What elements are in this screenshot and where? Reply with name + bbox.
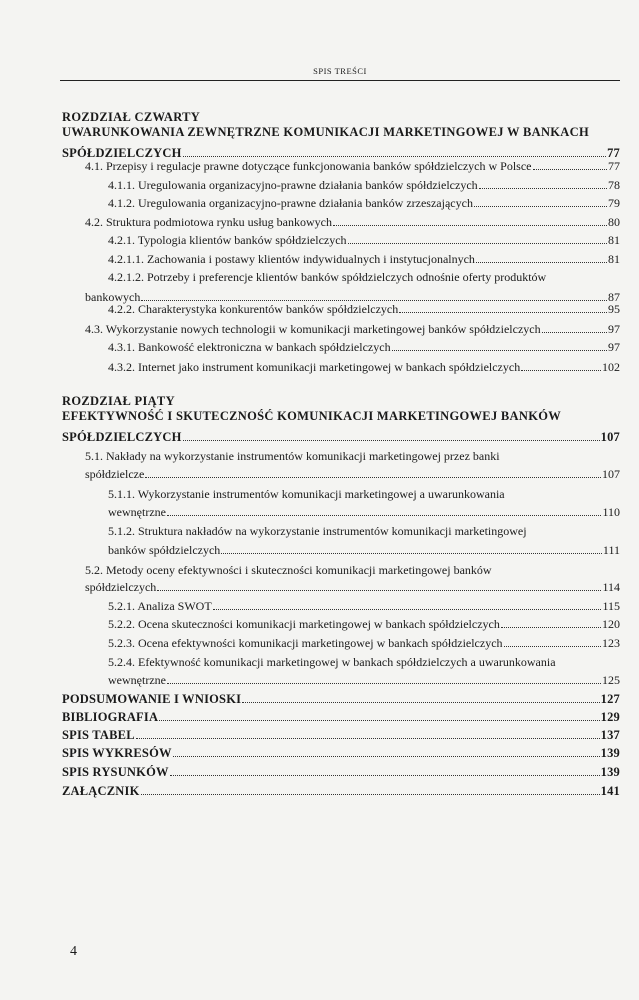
toc-leader-dots: [157, 590, 601, 591]
toc-entry-page: 111: [602, 543, 620, 557]
toc-entry-title: SPIS TABEL: [62, 728, 135, 742]
toc-leader-dots: [399, 312, 607, 313]
toc-entry-page: 125: [602, 673, 620, 687]
toc-leader-dots: [501, 627, 601, 628]
toc-leader-dots: [136, 738, 600, 739]
toc-entry-page: 79: [608, 196, 620, 210]
toc-entry-title: 5.1. Nakłady na wykorzystanie instrumentów komunikacji marketingowej przez banki: [85, 449, 500, 463]
toc-entry: [62, 110, 620, 124]
toc-entry-title: 4.2.1.1. Zachowania i postawy klientów indywidualnych i instytucjonalnych: [108, 252, 475, 266]
toc-entry-page: 141: [600, 784, 620, 798]
toc-entry-title: 4.2.1.2. Potrzeby i preferencje klientów banków spółdzielczych odnośnie oferty produktów: [108, 270, 547, 284]
toc-leader-dots: [141, 300, 607, 301]
toc-entry-page: 81: [608, 252, 620, 266]
toc-leader-dots: [183, 440, 600, 441]
toc-leader-dots: [476, 262, 607, 263]
toc-leader-dots: [392, 350, 607, 351]
toc-entry: [62, 784, 620, 798]
toc-entry-page: 97: [608, 322, 620, 336]
toc-entry-title: 4.3. Wykorzystanie nowych technologii w komunikacji marketingowej banków spółdzielczych: [85, 322, 541, 336]
toc-entry-title: ZAŁĄCZNIK: [62, 784, 140, 798]
toc-entry: [62, 409, 620, 423]
toc-entry: [85, 322, 620, 336]
toc-entry-title: 4.1. Przepisy i regulacje prawne dotyczące funkcjonowania banków spółdzielczych w Polsce: [85, 159, 532, 173]
toc-entry-title: 5.2.4. Efektywność komunikacji marketingowej w bankach spółdzielczych a uwarunkowania: [108, 655, 556, 669]
toc-entry: [108, 599, 620, 613]
toc-entry-title: EFEKTYWNOŚĆ I SKUTECZNOŚĆ KOMUNIKACJI MARKETINGOWEJ BANKÓW: [62, 409, 562, 423]
toc-entry-page: 87: [608, 290, 620, 304]
toc-leader-dots: [542, 332, 607, 333]
toc-entry: [62, 728, 620, 742]
toc-entry-title: spółdzielcze: [85, 467, 145, 481]
toc-entry-title: ROZDZIAŁ CZWARTY: [62, 110, 201, 124]
toc-leader-dots: [213, 609, 602, 610]
toc-entry-title: wewnętrzne: [108, 673, 166, 687]
toc-entry: [62, 430, 620, 444]
toc-entry: [108, 360, 620, 374]
toc-entry: [85, 580, 620, 594]
toc-leader-dots: [145, 477, 601, 478]
toc-entry-title: bankowych: [85, 290, 141, 304]
toc-entry: [108, 252, 620, 266]
toc-entry-page: 107: [602, 467, 620, 481]
toc-entry-title: 4.1.1. Uregulowania organizacyjno-prawne działania banków spółdzielczych: [108, 178, 478, 192]
toc-leader-dots: [159, 720, 599, 721]
toc-entry-page: 81: [608, 233, 620, 247]
toc-leader-dots: [333, 225, 607, 226]
toc-entry: [62, 394, 620, 408]
toc-leader-dots: [221, 553, 602, 554]
toc-entry-title: 5.1.2. Struktura nakładów na wykorzystanie instrumentów komunikacji marketingowej: [108, 524, 527, 538]
toc-entry: [85, 563, 620, 577]
toc-entry-page: 127: [600, 692, 620, 706]
toc-leader-dots: [167, 683, 601, 684]
toc-entry-page: 114: [602, 580, 620, 594]
toc-leader-dots: [348, 243, 607, 244]
toc-leader-dots: [521, 370, 601, 371]
toc-leader-dots: [167, 515, 601, 516]
toc-leader-dots: [183, 156, 607, 157]
toc-entry-page: 102: [602, 360, 620, 374]
toc-entry: [108, 302, 620, 316]
toc-entry-page: 139: [600, 746, 620, 760]
toc-leader-dots: [479, 188, 607, 189]
toc-entry: [108, 655, 620, 669]
toc-leader-dots: [533, 169, 607, 170]
toc-entry: [108, 636, 620, 650]
toc-entry-title: SPIS RYSUNKÓW: [62, 765, 169, 779]
toc-leader-dots: [141, 794, 600, 795]
toc-entry-title: banków spółdzielczych: [108, 543, 221, 557]
toc-entry: [85, 467, 620, 481]
toc-entry-title: spółdzielczych: [85, 580, 157, 594]
toc-entry-page: 77: [608, 159, 620, 173]
toc-entry-page: 95: [608, 302, 620, 316]
toc-entry-title: 4.3.1. Bankowość elektroniczna w bankach spółdzielczych: [108, 340, 391, 354]
running-head: SPIS TREŚCI: [313, 66, 367, 76]
toc-entry: [108, 505, 620, 519]
toc-entry-page: 77: [607, 146, 620, 160]
toc-entry: [108, 524, 620, 538]
toc-entry-title: ROZDZIAŁ PIĄTY: [62, 394, 175, 408]
toc-entry: [108, 673, 620, 687]
toc-entry: [62, 692, 620, 706]
toc-entry: [62, 125, 620, 139]
toc-entry: [108, 617, 620, 631]
toc-entry: [108, 487, 620, 501]
toc-entry: [108, 270, 620, 284]
toc-entry-page: 78: [608, 178, 620, 192]
toc-entry-title: 4.1.2. Uregulowania organizacyjno-prawne działania banków zrzeszających: [108, 196, 473, 210]
toc-entry: [108, 178, 620, 192]
toc-entry-page: 139: [600, 765, 620, 779]
toc-entry: [108, 340, 620, 354]
toc-entry-title: 5.2.3. Ocena efektywności komunikacji marketingowej w bankach spółdzielczych: [108, 636, 503, 650]
toc-entry-title: SPIS WYKRESÓW: [62, 746, 172, 760]
toc-entry-title: UWARUNKOWANIA ZEWNĘTRZNE KOMUNIKACJI MARKETINGOWEJ W BANKACH: [62, 125, 589, 139]
toc-entry-page: 123: [602, 636, 620, 650]
toc-leader-dots: [504, 646, 601, 647]
toc-entry-title: 4.2.1. Typologia klientów banków spółdzielczych: [108, 233, 347, 247]
toc-entry: [62, 146, 620, 160]
toc-entry-title: 5.1.1. Wykorzystanie instrumentów komunikacji marketingowej a uwarunkowania: [108, 487, 505, 501]
toc-entry-title: PODSUMOWANIE I WNIOSKI: [62, 692, 242, 706]
toc-leader-dots: [170, 775, 600, 776]
toc-entry-page: 80: [608, 215, 620, 229]
toc-entry-page: 115: [602, 599, 620, 613]
toc-entry-title: 4.2. Struktura podmiotowa rynku usług bankowych: [85, 215, 332, 229]
toc-entry-title: 5.2. Metody oceny efektywności i skuteczności komunikacji marketingowej banków: [85, 563, 492, 577]
toc-entry-title: SPÓŁDZIELCZYCH: [62, 430, 182, 444]
toc-entry-page: 107: [600, 430, 620, 444]
toc-entry-page: 129: [600, 710, 620, 724]
toc-entry-title: 4.3.2. Internet jako instrument komunikacji marketingowej w bankach spółdzielczych: [108, 360, 521, 374]
toc-entry: [62, 710, 620, 724]
toc-entry: [62, 746, 620, 760]
toc-entry-title: 4.2.2. Charakterystyka konkurentów banków spółdzielczych: [108, 302, 399, 316]
toc-entry-title: wewnętrzne: [108, 505, 166, 519]
toc-entry-page: 110: [602, 505, 620, 519]
toc-entry-title: SPÓŁDZIELCZYCH: [62, 146, 182, 160]
toc-leader-dots: [242, 702, 599, 703]
toc-entry-title: BIBLIOGRAFIA: [62, 710, 159, 724]
toc-entry: [85, 215, 620, 229]
toc-leader-dots: [173, 756, 600, 757]
toc-entry-page: 137: [600, 728, 620, 742]
toc-entry: [62, 765, 620, 779]
toc-entry-title: 5.2.1. Analiza SWOT: [108, 599, 212, 613]
page-number: 4: [70, 944, 77, 959]
toc-entry: [108, 233, 620, 247]
toc-entry: [108, 196, 620, 210]
toc-leader-dots: [474, 206, 607, 207]
toc-entry-page: 120: [602, 617, 620, 631]
toc-entry: [85, 449, 620, 463]
toc-entry: [85, 159, 620, 173]
toc-entry: [108, 543, 620, 557]
toc-entry-title: 5.2.2. Ocena skuteczności komunikacji marketingowej w bankach spółdzielczych: [108, 617, 500, 631]
toc-entry-page: 97: [608, 340, 620, 354]
